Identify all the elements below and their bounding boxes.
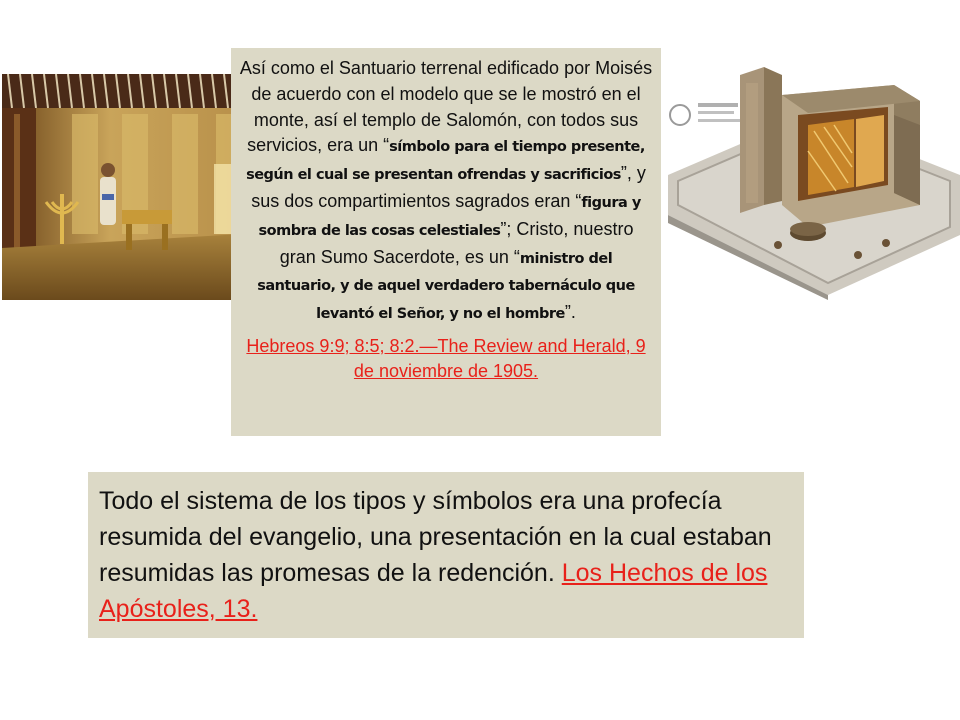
quote-text-3: ”; Cristo, nuestro gran Sumo Sacerdote, es un “ bbox=[279, 218, 634, 267]
quote-text-4: ”. bbox=[564, 302, 576, 323]
temple-model-image bbox=[658, 55, 960, 300]
sanctuary-interior-illustration bbox=[2, 74, 242, 300]
quote-emphasis-2: figura y sombra de las cosas celestiales bbox=[258, 194, 641, 239]
quote-paragraph bbox=[239, 56, 653, 328]
sanctuary-interior-image bbox=[2, 74, 242, 300]
quote-reference-link[interactable]: Hebreos 9:9; 8:5; 8:2.—The Review and Herald, 9 de noviembre de 1905. bbox=[246, 335, 646, 381]
quote-text-2: ”, y sus dos compartimientos sagrados eran “ bbox=[251, 163, 646, 211]
quote-emphasis-1: símbolo para el tiempo presente, según el cual se presentan ofrendas y sacrificios bbox=[246, 139, 645, 184]
quote-text-1: Así como el Santuario terrenal edificado por Moisés de acuerdo con el modelo que se le mostró en el monte, así el templo de Salomón, con todos sus servicios, era un “ bbox=[239, 58, 653, 156]
quote-box bbox=[231, 48, 661, 436]
summary-text: Todo el sistema de los tipos y símbolos era una profecía resumida del evangelio, una presentación en la cual estaban resumidas las promesas de la redención. bbox=[99, 487, 772, 587]
summary-paragraph bbox=[99, 483, 794, 627]
summary-reference-link[interactable]: Los Hechos de los Apóstoles, 13. bbox=[99, 559, 768, 623]
summary-box bbox=[88, 472, 804, 638]
temple-cutaway-model bbox=[658, 55, 960, 300]
quote-emphasis-3: ministro del santuario, y de aquel verdadero tabernáculo que levantó el Señor, y no el hombre bbox=[257, 250, 635, 323]
